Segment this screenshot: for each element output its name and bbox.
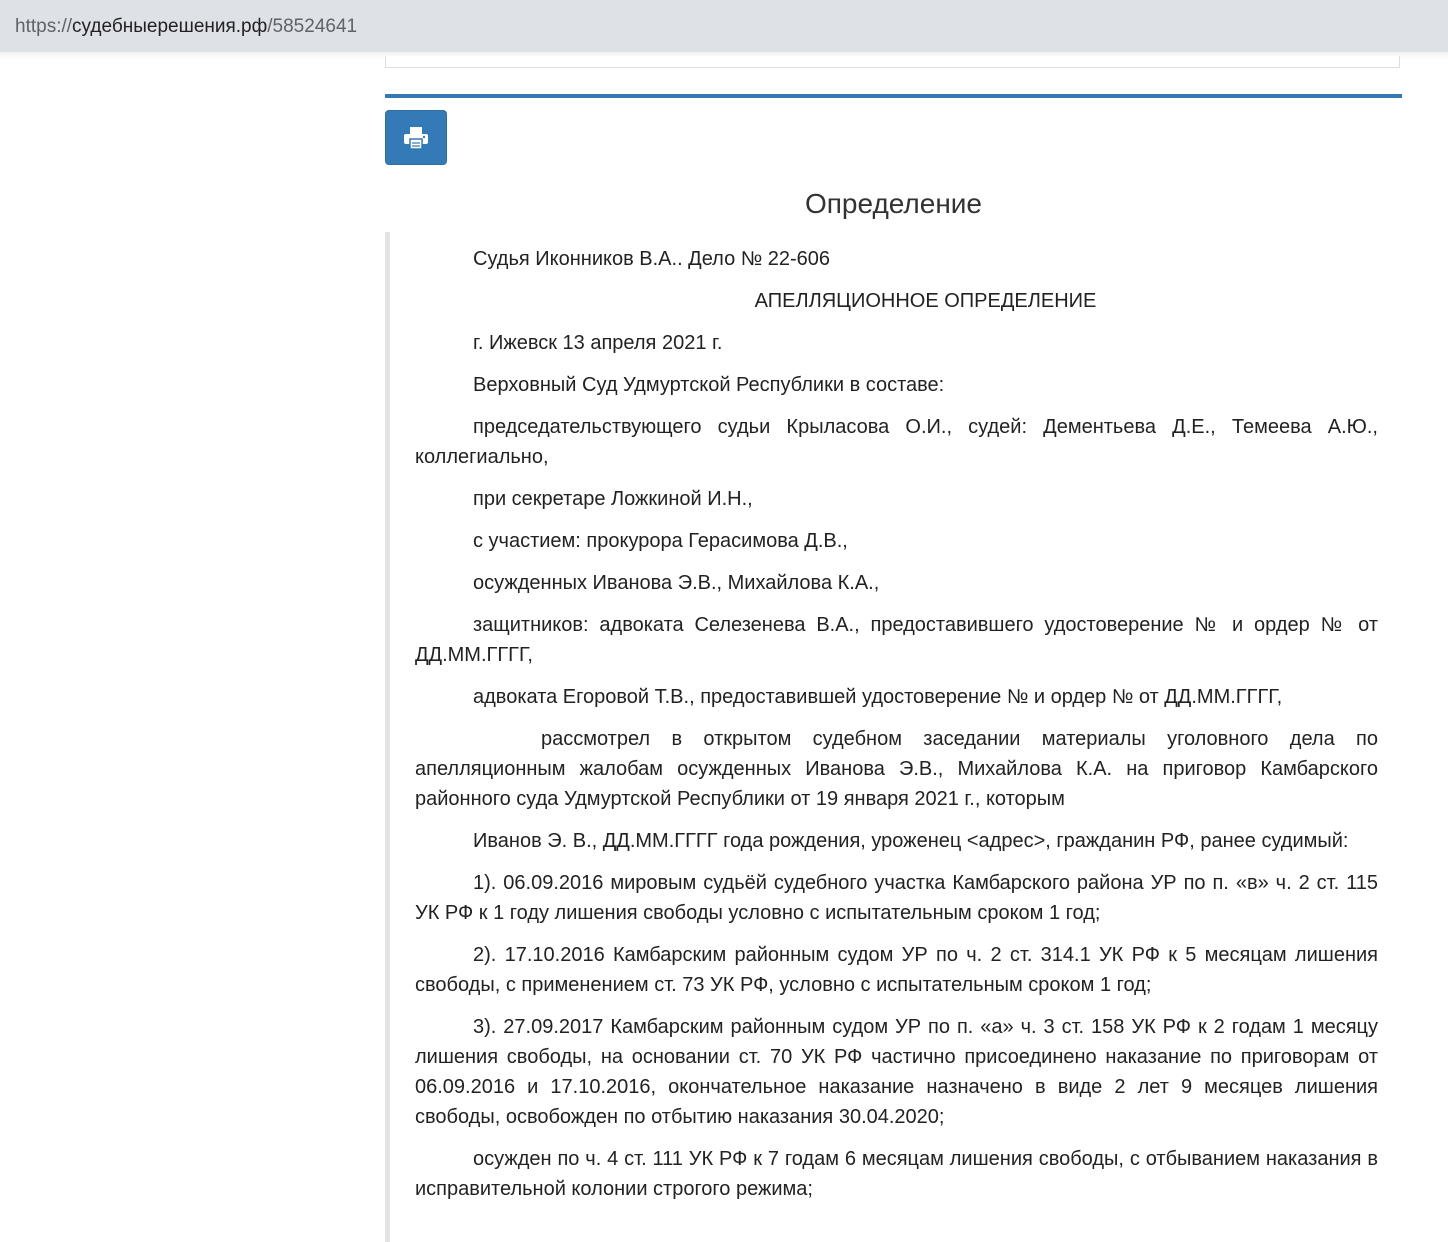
defendant-paragraph: Иванов Э. В., ДД.ММ.ГГГГ года рождения, уроженец <адрес>, гражданин РФ, ранее судимый: bbox=[473, 830, 1349, 852]
document-title: Определение bbox=[804, 188, 983, 219]
court-composition: Верховный Суд Удмуртской Республики в составе: bbox=[473, 374, 945, 396]
presiding-judges: председательствующего судьи Крыласова О.И., судей: Дементьева Д.Е., Темеева А.Ю., коллегиально, bbox=[415, 416, 1378, 468]
url-path: /58524641 bbox=[267, 16, 358, 37]
considered-paragraph: рассмотрел в открытом судебном заседании материалы уголовного дела по апелляционным жалобам осужденных Иванова Э.В., Михайлова К.А. на приговор Камбарского районного суда Удмуртской Республики от 19 января 2021 г., которым bbox=[415, 728, 1378, 810]
url-host: судебныерешения.рф bbox=[72, 16, 268, 37]
decision-heading: АПЕЛЛЯЦИОННОЕ ОПРЕДЕЛЕНИЕ bbox=[754, 290, 1097, 312]
url-scheme: https:// bbox=[15, 16, 73, 37]
print-button[interactable] bbox=[385, 110, 447, 165]
document-body bbox=[385, 232, 1402, 1242]
convicted-line: осужденных Иванова Э.В., Михайлова К.А., bbox=[473, 572, 880, 594]
print-icon bbox=[403, 126, 429, 150]
section-divider bbox=[385, 94, 1402, 98]
address-bar[interactable] bbox=[0, 0, 1448, 52]
url-text[interactable] bbox=[15, 15, 357, 39]
previous-panel-edge bbox=[385, 56, 1400, 68]
judge-case-line: Судья Иконников В.А.. Дело № 22-606 bbox=[473, 248, 831, 270]
document-text bbox=[415, 244, 1378, 1216]
defenders-line: защитников: адвоката Селезенева В.А., предоставившего удостоверение № и ордер № от ДД.ММ.ГГГГ, bbox=[415, 614, 1378, 666]
place-date-line: г. Ижевск 13 апреля 2021 г. bbox=[473, 332, 723, 354]
prior-conviction-1: 1). 06.09.2016 мировым судьёй судебного участка Камбарского района УР по п. «в» ч. 2 ст. 115 УК РФ к 1 году лишения свободы условно с испытательным сроком 1 год; bbox=[415, 872, 1378, 924]
prior-conviction-2: 2). 17.10.2016 Камбарским районным судом УР по ч. 2 ст. 314.1 УК РФ к 5 месяцам лишения свободы, с применением ст. 73 УК РФ, условно с испытательным сроком 1 год; bbox=[415, 944, 1378, 996]
prosecutor-line: с участием: прокурора Герасимова Д.В., bbox=[473, 530, 848, 552]
sentence-paragraph: осужден по ч. 4 ст. 111 УК РФ к 7 годам 6 месяцам лишения свободы, с отбыванием наказания в исправительной колонии строгого режима; bbox=[415, 1148, 1378, 1200]
prior-conviction-3: 3). 27.09.2017 Камбарским районным судом УР по п. «а» ч. 3 ст. 158 УК РФ к 2 годам 1 месяцу лишения свободы, на основании ст. 70 УК РФ частично присоединено наказание по приговорам от 06.09.2016 и 17.10.2016, окончательное наказание назначено в виде 2 лет 9 месяцев лишения свободы, освобожден по отбытию наказания 30.04.2020; bbox=[415, 1016, 1378, 1128]
secretary-line: при секретаре Ложкиной И.Н., bbox=[473, 488, 753, 510]
advocate-line: адвоката Егоровой Т.В., предоставившей удостоверение № и ордер № от ДД.ММ.ГГГГ, bbox=[473, 686, 1283, 708]
